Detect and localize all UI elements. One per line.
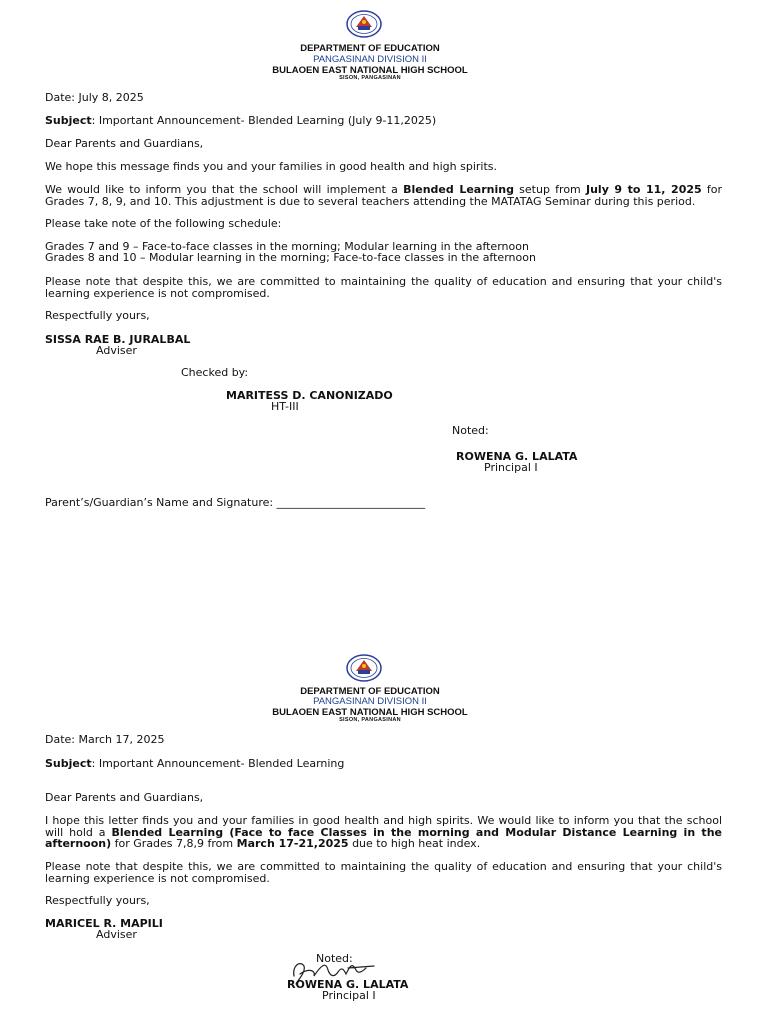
- paragraph-3: Please take note of the following schedule:: [45, 217, 282, 230]
- noted-label: Noted:: [452, 424, 489, 437]
- subject-label: Subject: [45, 114, 92, 127]
- school-name: BULAOEN EAST NATIONAL HIGH SCHOOL: [272, 65, 468, 76]
- deped-seal-icon: [346, 10, 382, 38]
- school-name: BULAOEN EAST NATIONAL HIGH SCHOOL: [272, 707, 468, 718]
- closing: Respectfully yours,: [45, 894, 150, 907]
- paragraph-1: [45, 815, 722, 850]
- school-address: SISON, PANGASINAN: [339, 75, 401, 81]
- department-name: DEPARTMENT OF EDUCATION: [300, 686, 440, 697]
- paragraph-1: We hope this message finds you and your families in good health and high spirits.: [45, 160, 497, 173]
- p2-bold-b: Blended Learning: [403, 183, 514, 196]
- paragraph-2: Please note that despite this, we are committed to maintaining the quality of education and ensuring that your child's learning experience is not compromised.: [45, 860, 722, 885]
- checker-title: HT-III: [271, 400, 299, 413]
- deped-seal-icon: [346, 654, 382, 682]
- subject-label: Subject: [45, 757, 92, 770]
- principal-title: Principal I: [322, 989, 376, 1002]
- department-name: DEPARTMENT OF EDUCATION: [300, 43, 440, 54]
- p2-text-a: We would like to inform you that the school will implement a: [45, 183, 404, 196]
- school-address: SISON, PANGASINAN: [339, 717, 401, 723]
- letter-date: Date: July 8, 2025: [45, 91, 144, 104]
- p1-text-a: I hope this letter finds you and your families in good health and high spirits. We would like to inform you that the school will hold a: [45, 814, 722, 839]
- p2-text-e: for Grades 7, 8, 9, and 10. This adjustment is due to several teachers attending the MATATAG Seminar during this period.: [45, 183, 723, 208]
- letter-subject: [45, 758, 344, 770]
- adviser-name: MARICEL R. MAPILI: [45, 917, 163, 930]
- p2-bold-d: July 9 to 11, 2025: [586, 183, 702, 196]
- closing: Respectfully yours,: [45, 309, 150, 322]
- adviser-name: SISSA RAE B. JURALBAL: [45, 333, 191, 346]
- parent-signature-line: Parent’s/Guardian’s Name and Signature: ___________________________: [45, 496, 426, 509]
- p2-text-c: setup from: [513, 183, 586, 196]
- adviser-title: Adviser: [96, 344, 137, 357]
- checked-by-label: Checked by:: [181, 366, 249, 379]
- principal-name: ROWENA G. LALATA: [456, 450, 578, 463]
- noted-label: Noted:: [316, 952, 353, 965]
- p1-bold-b: Blended Learning (Face to face Classes in the morning and Modular Distance Learning in the afternoon): [45, 825, 722, 850]
- division-name: PANGASINAN DIVISION II: [313, 696, 427, 707]
- letter-subject: [45, 115, 436, 127]
- salutation: Dear Parents and Guardians,: [45, 137, 204, 150]
- principal-title: Principal I: [484, 461, 538, 474]
- paragraph-4: Please note that despite this, we are committed to maintaining the quality of education and ensuring that your child's learning experience is not compromised.: [45, 275, 722, 300]
- paragraph-2: [45, 184, 722, 207]
- p1-text-c: for Grades 7,8,9 from: [111, 837, 237, 850]
- subject-text: : Important Announcement- Blended Learning: [91, 757, 345, 770]
- adviser-title: Adviser: [96, 928, 137, 941]
- subject-text: : Important Announcement- Blended Learning (July 9-11,2025): [91, 114, 437, 127]
- schedule-item: Grades 8 and 10 – Modular learning in the morning; Face-to-face classes in the afternoon: [45, 251, 536, 264]
- letter-date: Date: March 17, 2025: [45, 733, 165, 746]
- p1-bold-d: March 17-21,2025: [236, 837, 349, 850]
- checker-name: MARITESS D. CANONIZADO: [226, 389, 393, 402]
- schedule-item: Grades 7 and 9 – Face-to-face classes in the morning; Modular learning in the afternoon: [45, 240, 529, 253]
- salutation: Dear Parents and Guardians,: [45, 791, 204, 804]
- principal-name: ROWENA G. LALATA: [287, 978, 409, 991]
- division-name: PANGASINAN DIVISION II: [313, 54, 427, 65]
- p1-text-e: due to high heat index.: [348, 837, 481, 850]
